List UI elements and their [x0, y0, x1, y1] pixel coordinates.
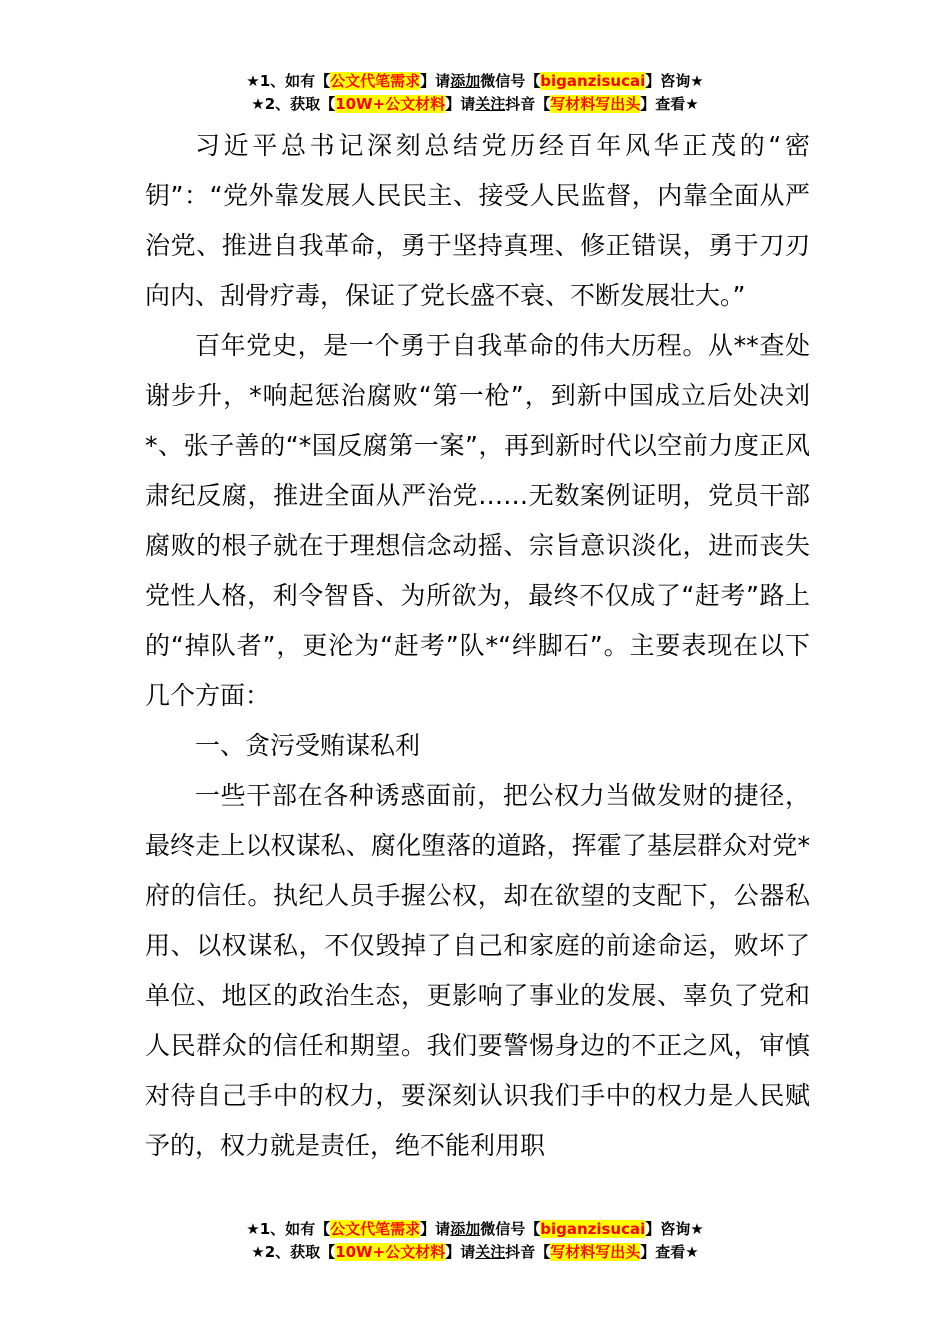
section-heading: 一、贪污受贿谋私利: [195, 731, 421, 760]
highlight-wechat-id: biganzisucai: [540, 1220, 646, 1238]
banner-line-1: ★1、如有【公文代笔需求】请添加微信号【biganzisucai】咨询★: [246, 72, 704, 90]
banner-line-2: ★2、获取【10W+公文材料】请关注抖音【写材料写出头】查看★: [251, 95, 699, 113]
highlight-douyin-id: 写材料写出头: [550, 95, 641, 113]
highlight-douyin-id: 写材料写出头: [550, 1243, 641, 1261]
banner-line-2: ★2、获取【10W+公文材料】请关注抖音【写材料写出头】查看★: [251, 1243, 699, 1261]
paragraph-2: 百年党史，是一个勇于自我革命的伟大历程。从**查处谢步升，*响起惩治腐败“第一枪”，到新中国成立后处决刘*、张子善的“*国反腐第一案”，再到新时代以空前力度正风肃纪反腐，推进全面从严治党……无数案例证明，党员干部腐败的根子就在于理想信念动摇、宗旨意识淡化，进而丧失党性人格，利令智昏、为所欲为，最终不仅成了“赶考”路上的“掉队者”，更沦为“赶考”队*“绊脚石”。主要表现在以下几个方面：: [145, 331, 810, 710]
highlight-materials: 10W+公文材料: [335, 1243, 446, 1261]
banner-line-1: ★1、如有【公文代笔需求】请添加微信号【biganzisucai】咨询★: [246, 1220, 704, 1238]
highlight-service: 公文代笔需求: [330, 72, 421, 90]
top-banner: [0, 70, 950, 116]
bottom-banner: [0, 1218, 950, 1264]
paragraph-3: 一些干部在各种诱惑面前，把公权力当做发财的捷径，最终走上以权谋私、腐化堕落的道路，挥霍了基层群众对党*府的信任。执纪人员手握公权，却在欲望的支配下，公器私用、以权谋私，不仅毁掉了自己和家庭的前途命运，败坏了单位、地区的政治生态，更影响了事业的发展、辜负了党和人民群众的信任和期望。我们要警惕身边的不正之风，审慎对待自己手中的权力，要深刻认识我们手中的权力是人民赋予的，权力就是责任，绝不能利用职: [145, 781, 810, 1160]
document-body: [145, 121, 810, 1171]
highlight-materials: 10W+公文材料: [335, 95, 446, 113]
highlight-service: 公文代笔需求: [330, 1220, 421, 1238]
paragraph-1: 习近平总书记深刻总结党历经百年风华正茂的“密钥”：“党外靠发展人民民主、接受人民监督，内靠全面从严治党、推进自我革命，勇于坚持真理、修正错误，勇于刀刃向内、刮骨疗毒，保证了党长盛不衰、不断发展壮大。”: [145, 131, 810, 310]
highlight-wechat-id: biganzisucai: [540, 72, 646, 90]
